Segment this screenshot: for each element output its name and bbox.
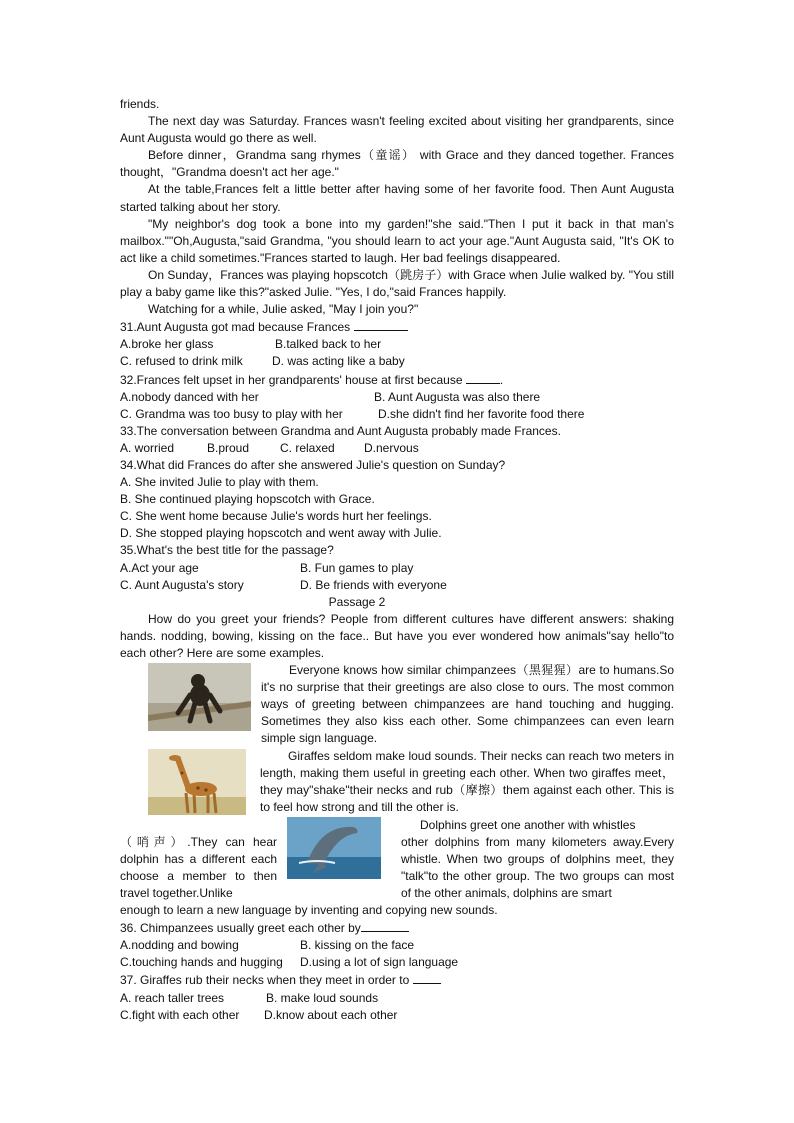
option-35-c: C. Aunt Augusta's story	[120, 577, 244, 592]
dolphin-last-line: enough to learn a new language by inventing and copying new sounds.	[120, 903, 498, 918]
option-36-b: B. kissing on the face	[300, 938, 415, 953]
answer-blank	[413, 971, 441, 984]
option-34-a: A. She invited Julie to play with them.	[120, 475, 319, 490]
option-35-a: A.Act your age	[120, 560, 199, 575]
answer-blank	[361, 919, 409, 932]
passage-2-intro: How do you greet your friends? People from different cultures have different answers: shaking hands. nodding, bowing, kissing on the face.. But have you ever wondered how animals"say hello"to each other? Here are some examples.	[120, 611, 674, 660]
option-31-a: A.broke her glass	[120, 337, 214, 352]
question-37-options	[120, 990, 674, 1007]
question-37	[120, 971, 674, 989]
passage-2-heading: Passage 2	[328, 594, 386, 609]
option-32-d: D.she didn't find her favorite food there	[378, 406, 585, 421]
story-paragraph-3: At the table,Frances felt a little better after having some of her favorite food. Then Aunt Augusta started talking about her story.	[120, 182, 674, 214]
option-36-a: A.nodding and bowing	[120, 938, 239, 953]
option-33-b: B.proud	[207, 440, 250, 455]
option-36-d: D.using a lot of sign language	[300, 955, 459, 970]
option-33-c: C. relaxed	[280, 440, 335, 455]
question-37-options-2	[120, 1007, 674, 1024]
chimp-section	[120, 662, 674, 747]
question-31	[120, 318, 674, 336]
option-33-a: A. worried	[120, 440, 175, 455]
story-line-0: friends.	[120, 97, 160, 111]
question-31-stem: 31.Aunt Augusta got mad because Frances	[120, 320, 351, 335]
story-paragraph-5: On Sunday，Frances was playing hopscotch（跳房子）with Grace when Julie walked by. "You still play a baby game like this?"asked Julie. "Yes, I do,"said Frances happily.	[120, 267, 674, 300]
question-33-stem: 33.The conversation between Grandma and Aunt Augusta probably made Frances.	[120, 423, 561, 438]
question-31-options-2	[120, 353, 674, 370]
giraffe-image	[148, 749, 246, 815]
question-32: 32.Frances felt upset in her grandparents' house at first because .	[120, 372, 504, 387]
answer-blank	[466, 371, 500, 384]
chimpanzee-image	[148, 663, 251, 731]
dolphin-first-line: Dolphins greet one another with whistles	[420, 817, 636, 832]
question-36	[120, 919, 674, 937]
dolphin-image	[287, 817, 391, 902]
story-paragraph-6: Watching for a while, Julie asked, "May I join you?"	[148, 302, 419, 317]
option-32-a: A.nobody danced with her	[120, 389, 259, 404]
story-paragraph-4: "My neighbor's dog took a bone into my garden!"she said."Then I put it back in that man's mailbox.""Oh,Augusta,"said Grandma, "you should learn to act your age."Aunt Augusta said, "It's OK to act like a child sometimes."Frances started to laugh. Her bad feelings disappeared.	[120, 216, 674, 265]
option-32-b: B. Aunt Augusta was also there	[374, 389, 541, 404]
option-34-d: D. She stopped playing hopscotch and went away with Julie.	[120, 526, 442, 541]
question-31-options	[120, 336, 674, 353]
story-paragraph-1: The next day was Saturday. Frances wasn't feeling excited about visiting her grandparents, since Aunt Augusta would go there as well.	[120, 114, 674, 146]
question-36-stem: 36. Chimpanzees usually greet each other by	[120, 921, 361, 936]
dolphin-left-column: （哨声）.They can hear dolphin has a different each choose a member to then travel together.Unlike	[120, 834, 277, 900]
option-31-c: C. refused to drink milk	[120, 354, 243, 369]
question-35-options	[120, 560, 674, 577]
option-36-c: C.touching hands and hugging	[120, 955, 283, 970]
dolphin-columns	[120, 834, 674, 902]
question-32-options-2	[120, 406, 674, 423]
option-37-a: A. reach taller trees	[120, 990, 225, 1005]
option-31-b: B.talked back to her	[275, 337, 382, 352]
story-paragraph-2: Before dinner，Grandma sang rhymes（童谣） with Grace and they danced together. Frances thought，"Grandma doesn't act her age."	[120, 148, 674, 180]
option-33-d: D.nervous	[364, 440, 419, 455]
question-35-stem: 35.What's the best title for the passage?	[120, 543, 334, 558]
question-37-stem: 37. Giraffes rub their necks when they meet in order to	[120, 973, 410, 988]
giraffe-section	[120, 748, 674, 817]
option-37-b: B. make loud sounds	[266, 990, 379, 1005]
question-34-stem: 34.What did Frances do after she answered Julie's question on Sunday?	[120, 457, 506, 472]
question-32-stem: 32.Frances felt upset in her grandparents' house at first because	[120, 372, 463, 387]
question-32-options	[120, 389, 674, 406]
option-35-d: D. Be friends with everyone	[300, 577, 447, 592]
option-35-b: B. Fun games to play	[300, 560, 414, 575]
option-34-b: B. She continued playing hopscotch with Grace.	[120, 492, 375, 507]
answer-blank	[354, 318, 408, 331]
question-36-options	[120, 937, 674, 954]
question-35-options-2	[120, 577, 674, 594]
chimp-text: Everyone knows how similar chimpanzees（黑猩猩）are to humans.So it's no surprise that their greetings are also close to ours. The most common ways of greeting between chimpanzees are hand touching and hugging. Sometimes they also kiss each other. Some chimpanzees can even learn simple sign language.	[261, 663, 674, 746]
giraffe-text: Giraffes seldom make loud sounds. Their necks can reach two meters in length, making them useful in greeting each other. When two giraffes meet， they may"shake"their necks and rub（摩擦）them against each other. This is to feel how strong and till the other is.	[260, 748, 674, 814]
option-37-d: D.know about each other	[264, 1007, 398, 1022]
dolphin-right-column: other dolphins from many kilometers away.Every whistle. When two groups of dolphins meet, they "talk"to the other group. The two groups can most of the other animals, dolphins are smart	[401, 834, 674, 900]
question-33-options	[120, 440, 674, 457]
option-31-d: D. was acting like a baby	[272, 354, 405, 369]
document-page	[120, 96, 674, 1024]
option-34-c: C. She went home because Julie's words hurt her feelings.	[120, 509, 432, 524]
option-32-c: C. Grandma was too busy to play with her	[120, 406, 343, 421]
dolphin-section	[120, 817, 674, 920]
option-37-c: C.fight with each other	[120, 1007, 240, 1022]
question-36-options-2	[120, 954, 674, 971]
